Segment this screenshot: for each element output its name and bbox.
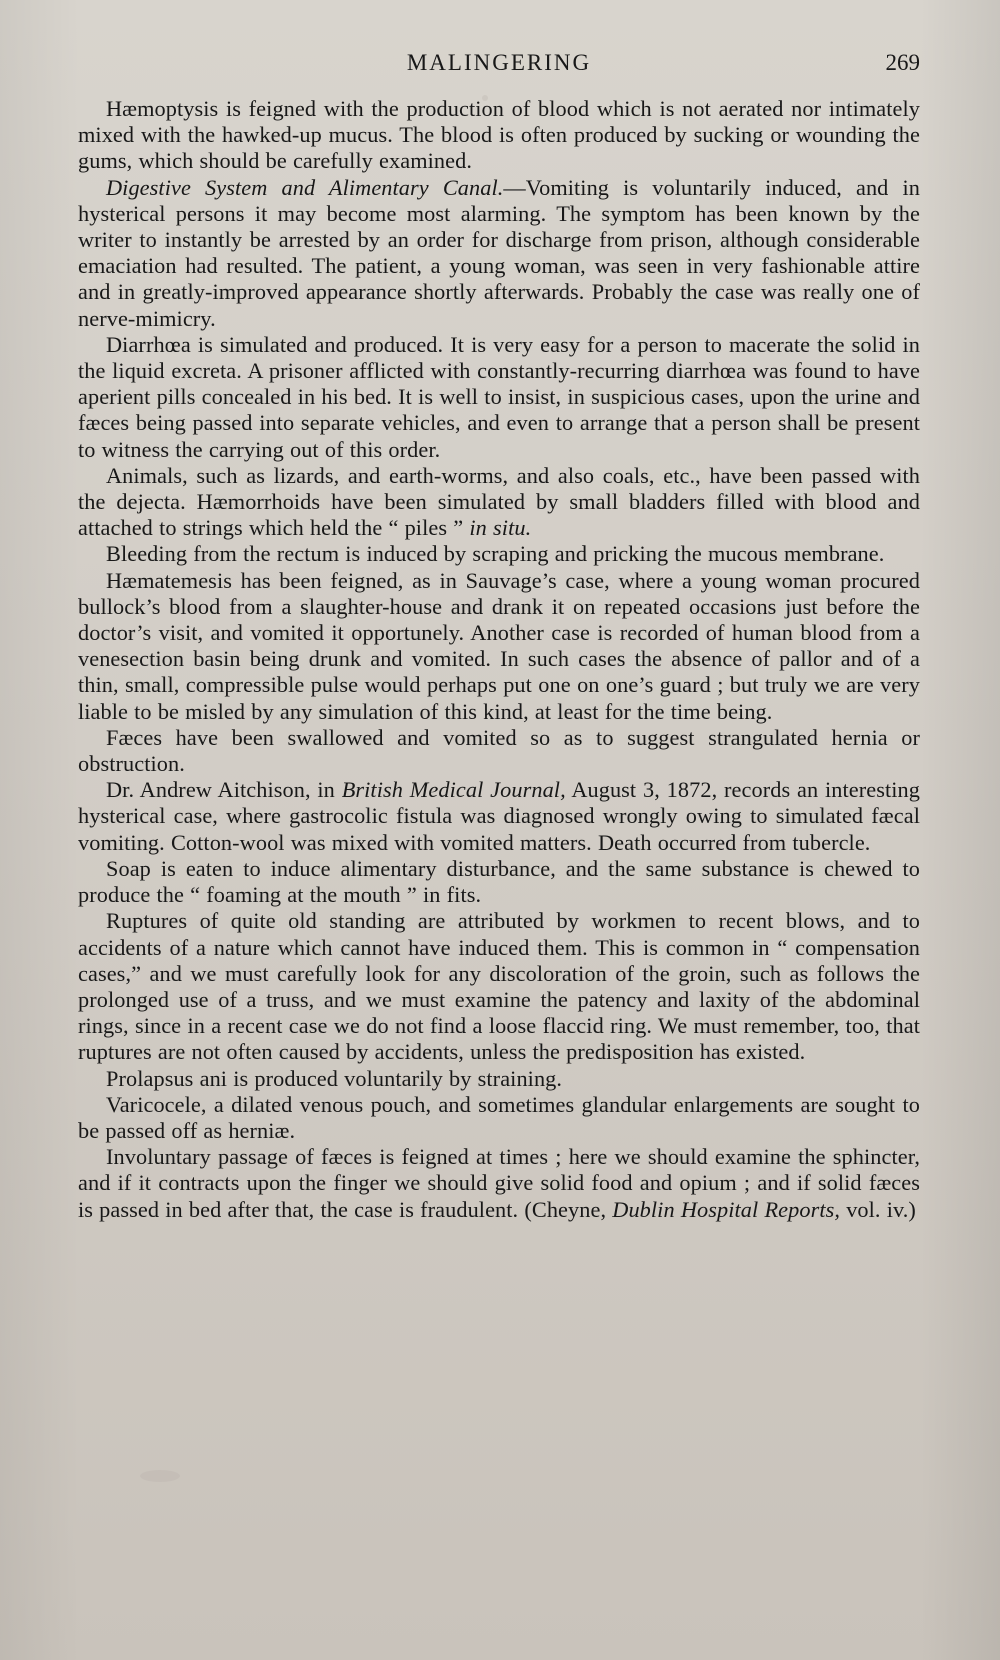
book-page <box>78 46 920 1606</box>
paragraph-aitchison-case <box>78 777 920 856</box>
paragraph-text: Diarrhœa is simulated and produced. It is very easy for a person to macerate the solid in the liquid excreta. A prisoner afflicted with constantly-recurring diarrhœa was found to have aperient pills concealed in his bed. It is well to insist, in suspicious cases, upon the urine and fæces being passed into separate vehicles, and even to arrange that a person shall be present to witness the carrying out of this order. <box>78 331 920 462</box>
page-body <box>78 96 920 1223</box>
paragraph-ruptures <box>78 908 920 1065</box>
paragraph-text: Hæmoptysis is feigned with the production of blood which is not aerated nor intimately mixed with the hawked-up mucus. The blood is often produced by sucking or wounding the gums, which should be carefully examined. <box>78 96 920 174</box>
paragraph-animals <box>78 463 920 542</box>
paragraph-text: Bleeding from the rectum is induced by scraping and pricking the mucous membrane. <box>106 541 885 567</box>
paragraph-text: Ruptures of quite old standing are attributed by workmen to recent blows, and to accidents of a nature which cannot have induced them. This is common in “ compensation cases,” and we must carefully look for any discoloration of the groin, such as follows the prolonged use of a truss, and we must examine the patency and laxity of the abdominal rings, since in a recent case we do not find a loose flaccid ring. We must remember, too, that ruptures are not often caused by accidents, unless the predisposition has existed. <box>78 908 920 1065</box>
paragraph-haemoptysis <box>78 96 920 175</box>
running-head: MALINGERING <box>406 50 592 75</box>
journal-title: British Medical Journal, <box>341 777 566 803</box>
paragraph-prolapsus <box>78 1066 920 1092</box>
paragraph-text: vol. iv.) <box>846 1196 916 1222</box>
paragraph-text: August 3, 1872, records an interesting hysterical case, where gastrocolic fistula was diagnosed wrongly owing to simulated fæcal vomiting. Cotton-wool was mixed with vomited matters. Death occurred from tubercle. <box>78 777 920 855</box>
paragraph-diarrhoea <box>78 332 920 463</box>
paragraph-haematemesis <box>78 568 920 725</box>
journal-title: Dublin Hospital Reports, <box>612 1196 841 1222</box>
paragraph-varicocele <box>78 1092 920 1144</box>
paragraph-text: Involuntary passage of fæces is feigned at times ; here we should examine the sphincter, and if it contracts upon the finger we should give solid food and opium ; and if solid fæces is passed in bed after that, the case is fraudulent. (Cheyne, <box>78 1144 920 1222</box>
paragraph-involuntary-passage <box>78 1144 920 1223</box>
paragraph-faeces-vomited <box>78 725 920 777</box>
paragraph-soap <box>78 856 920 908</box>
paragraph-text: Animals, such as lizards, and earth-worms, and also coals, etc., have been passed with the dejecta. Hæmorrhoids have been simulated by small bladders filled with blood and attached to strings which held the “ piles ” <box>78 462 920 541</box>
latin-phrase: in situ. <box>469 515 532 541</box>
paragraph-text: —Vomiting is voluntarily induced, and in hysterical persons it may become most alarming. The symptom has been known by the writer to instantly be arrested by an order for discharge from prison, although considerable emaciation had resulted. The patient, a young woman, was seen in very fashionable attire and in greatly-improved appearance shortly afterwards. Probably the case was really one of nerve-mimicry. <box>78 174 920 331</box>
page-header <box>78 46 920 80</box>
section-lead-heading: Digestive System and Alimentary Canal. <box>106 174 504 200</box>
page-number: 269 <box>885 50 920 75</box>
paragraph-text: Fæces have been swallowed and vomited so as to suggest strangulated hernia or obstruction. <box>78 724 920 777</box>
paragraph-text: Soap is eaten to induce alimentary disturbance, and the same substance is chewed to produce the “ foaming at the mouth ” in fits. <box>78 855 920 908</box>
paragraph-text: Varicocele, a dilated venous pouch, and sometimes glandular enlargements are sought to be passed off as herniæ. <box>78 1091 920 1143</box>
paragraph-text: Dr. Andrew Aitchison, in <box>106 777 335 803</box>
paragraph-text: Prolapsus ani is produced voluntarily by straining. <box>106 1065 563 1091</box>
paragraph-digestive-system <box>78 175 920 332</box>
paragraph-text: Hæmatemesis has been feigned, as in Sauvage’s case, where a young woman procured bullock’s blood from a slaughter-house and drank it on repeated occasions just before the doctor’s visit, and vomited it opportunely. Another case is recorded of human blood from a venesection basin being drunk and vomited. In such cases the absence of pallor and of a thin, small, compressible pulse would perhaps put one on one’s guard ; but truly we are very liable to be misled by any simulation of this kind, at least for the time being. <box>78 567 920 724</box>
paragraph-bleeding <box>78 541 920 567</box>
